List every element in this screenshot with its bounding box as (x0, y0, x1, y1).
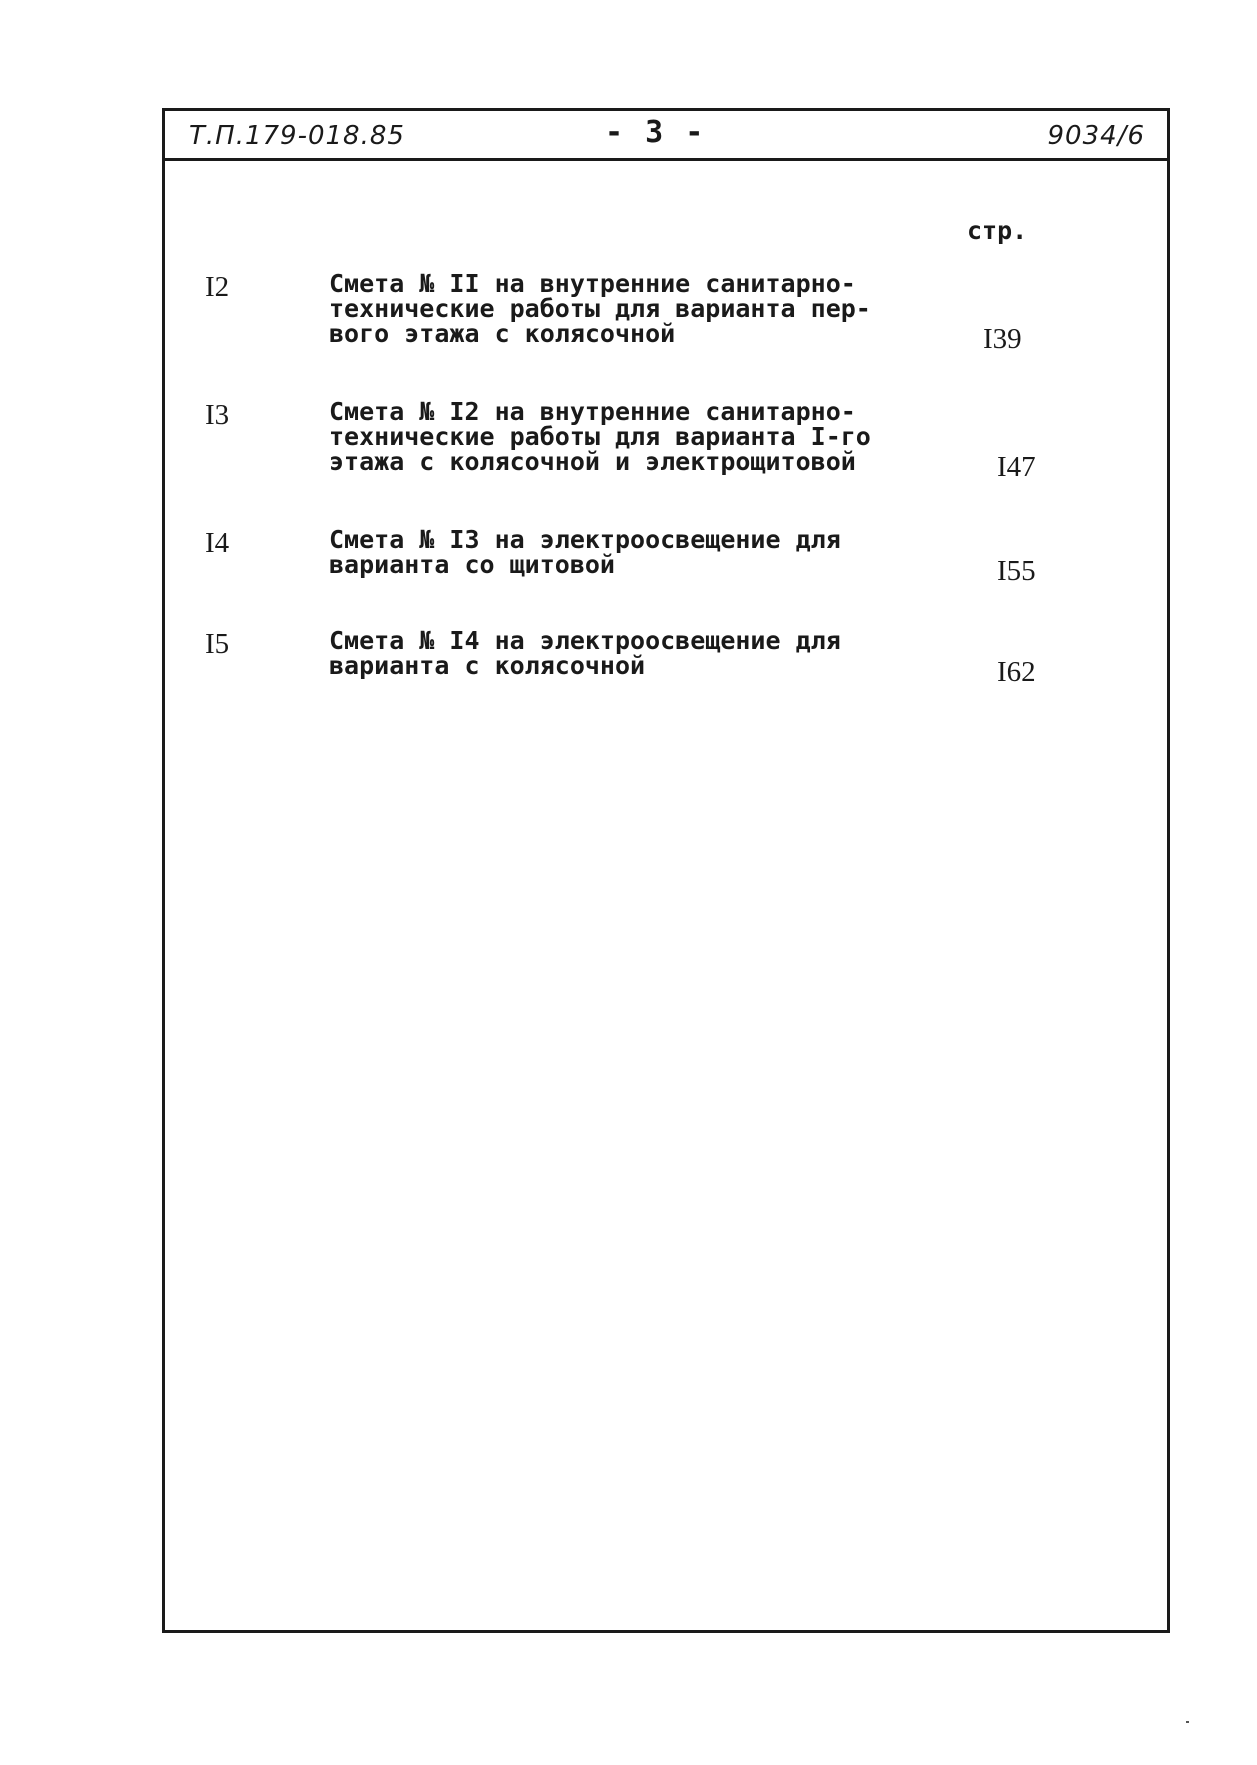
entry-title: Смета № I2 на внутренние санитарно- технические работы для варианта I-го этажа с колясочной и электрощитовой (329, 397, 871, 476)
entry-number: I5 (205, 628, 230, 660)
document-frame (162, 108, 1170, 1633)
entry-title: Смета № I4 на электроосвещение для варианта с колясочной (329, 626, 841, 680)
page-column-header: стр. (967, 216, 1028, 245)
page-number: - 3 - (605, 115, 706, 150)
scan-speck (1186, 1721, 1189, 1723)
entry-title: Смета № II на внутренние санитарно- технические работы для варианта пер- вого этажа с колясочной (329, 269, 871, 348)
entry-page: I55 (997, 555, 1036, 587)
entry-number: I2 (205, 271, 230, 303)
archive-number: 9034/6 (1047, 121, 1145, 151)
entry-page: I47 (997, 451, 1036, 483)
entry-number: I4 (205, 527, 230, 559)
entry-number: I3 (205, 399, 230, 431)
document-code: Т.П.179-018.85 (189, 121, 405, 151)
document-header (165, 111, 1167, 161)
entry-page: I62 (997, 656, 1036, 688)
entry-title: Смета № I3 на электроосвещение для варианта со щитовой (329, 525, 841, 579)
entry-page: I39 (983, 323, 1022, 355)
